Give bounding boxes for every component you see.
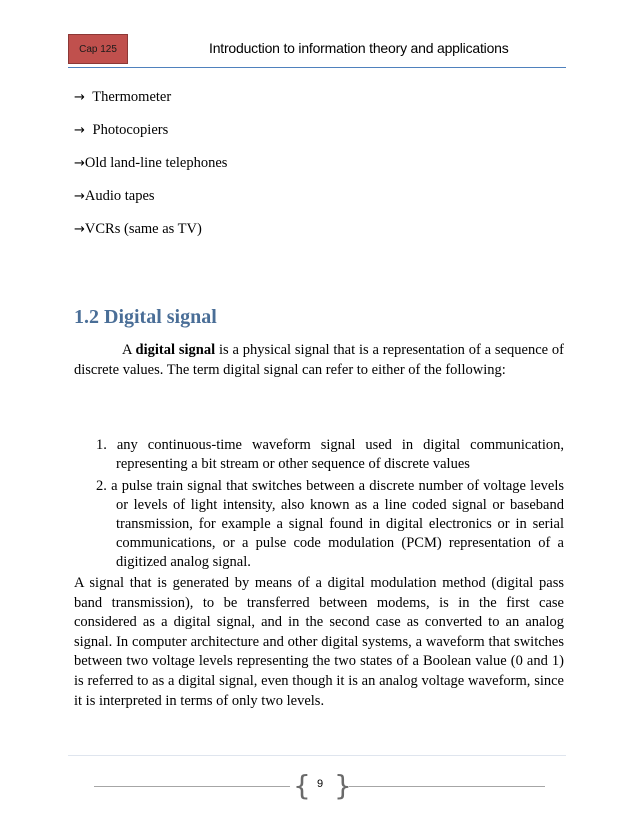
right-brace-icon: } — [334, 769, 352, 802]
page-number: 9 — [316, 778, 324, 790]
closing-paragraph: A signal that is generated by means of a digital modulation method (digital pass band transmission), to be transferred between modems, is in the first case considered as a digital signal, and in the second case as converted to an analog signal. In computer architecture and other digital systems, a waveform that switches between two voltage levels representing the two states of a Boolean value (0 and 1) is referred to as a digital signal, even though it is an analog voltage waveform, since it is interpreted in terms of only two levels. — [74, 575, 564, 709]
arrow-right-icon: → — [74, 156, 85, 171]
footer-divider — [68, 755, 566, 756]
list-item: →Audio tapes — [74, 188, 155, 204]
list-item: 2. a pulse train signal that switches between a discrete number of voltage levels or levels of light intensity, also known as a line coded signal or baseband transmission, for example a signal found in digital electronics or in serial communications, or a pulse code modulation (PCM) representation of a digitized analog signal. — [96, 478, 564, 570]
analog-examples-list — [74, 88, 227, 253]
list-item: → Thermometer — [74, 89, 172, 105]
term-digital-signal: digital signal — [135, 342, 216, 358]
intro-paragraph: A digital signal is a physical signal that is a representation of a sequence of discrete values. The term digital signal can refer to either of the following: — [74, 342, 564, 378]
footer-line-left — [94, 786, 290, 787]
chapter-badge — [68, 34, 128, 64]
list-item: → Photocopiers — [74, 122, 169, 138]
chapter-badge-label: Cap 125 — [79, 43, 117, 55]
header-divider — [68, 67, 566, 68]
section-heading: 1.2 Digital signal — [74, 306, 217, 328]
arrow-right-icon: → — [74, 90, 85, 105]
list-item: →VCRs (same as TV) — [74, 221, 202, 237]
definition-list — [96, 436, 564, 575]
arrow-right-icon: → — [74, 123, 85, 138]
footer-line-right — [349, 786, 545, 787]
arrow-right-icon: → — [74, 189, 85, 204]
arrow-right-icon: → — [74, 222, 85, 237]
left-brace-icon: { — [293, 769, 311, 802]
list-item: →Old land-line telephones — [74, 155, 228, 171]
page-header-title: Introduction to information theory and applications — [209, 40, 509, 56]
list-item: 1. any continuous-time waveform signal used in digital communication, representing a bit stream or other sequence of discrete values — [96, 437, 564, 472]
